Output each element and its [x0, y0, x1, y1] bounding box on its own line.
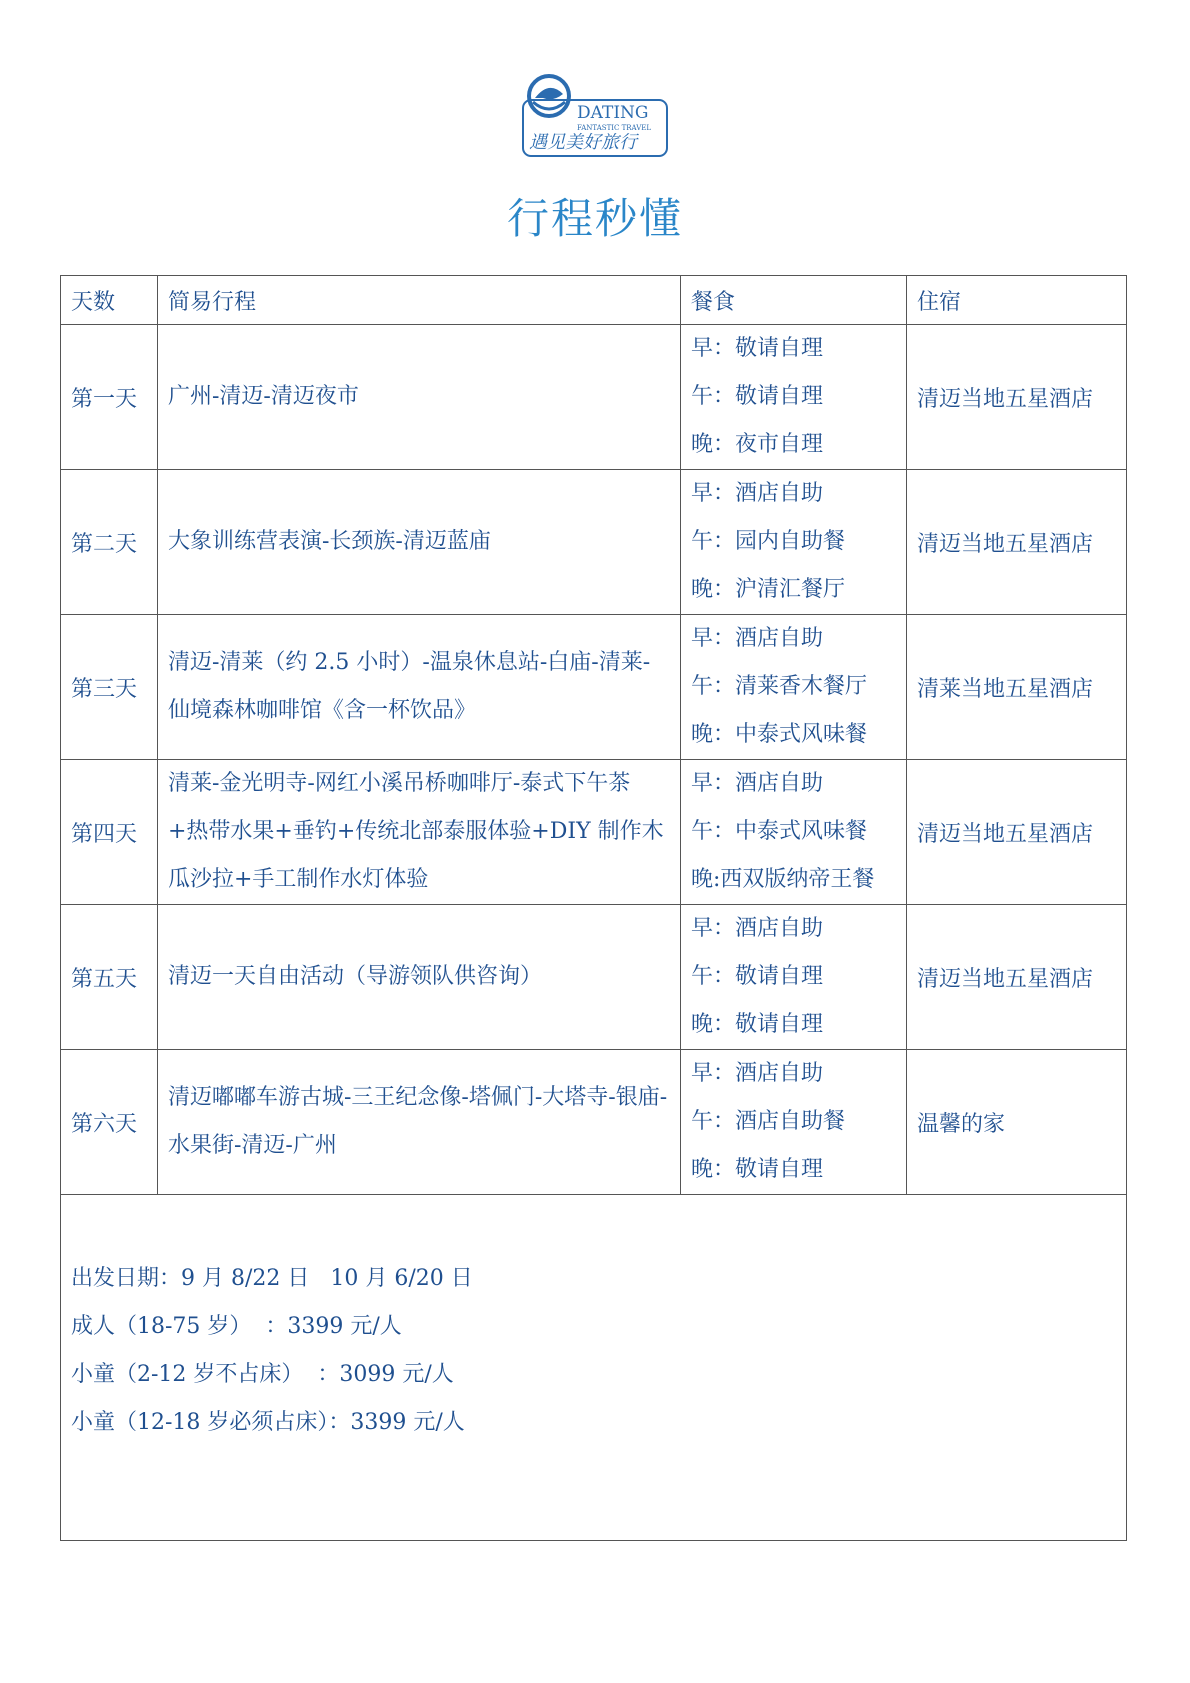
day-cell: 第五天 — [61, 905, 158, 1050]
logo-graphic — [515, 72, 675, 164]
route-cell: 清迈嘟嘟车游古城-三王纪念像-塔佩门-大塔寺-银庙-水果街-清迈-广州 — [158, 1050, 681, 1195]
day-cell: 第四天 — [61, 760, 158, 905]
hotel-cell: 清迈当地五星酒店 — [907, 470, 1127, 615]
itinerary-table — [60, 275, 1127, 1541]
route-cell: 清迈-清莱（约 2.5 小时）-温泉休息站-白庙-清莱-仙境森林咖啡馆《含一杯饮品》 — [158, 615, 681, 760]
meal-lunch: 午：清莱香木餐厅 — [691, 674, 868, 699]
meal-breakfast: 早：酒店自助 — [691, 626, 824, 651]
meal-lunch: 午：敬请自理 — [691, 964, 824, 989]
table-row — [61, 905, 1127, 1050]
page-title: 行程秒懂 — [506, 194, 683, 243]
meal-breakfast: 早：酒店自助 — [691, 771, 824, 796]
meal-lunch: 午：酒店自助餐 — [691, 1109, 846, 1134]
meal-lunch: 午：敬请自理 — [691, 384, 824, 409]
meals-cell — [681, 905, 907, 1050]
header-route: 简易行程 — [158, 276, 681, 325]
meal-breakfast: 早：酒店自助 — [691, 916, 824, 941]
logo-brand-cn: 遇见美好旅行 — [529, 132, 637, 153]
meal-dinner: 晚：中泰式风味餐 — [691, 722, 868, 747]
table-header-row — [61, 276, 1127, 325]
meal-dinner: 晚：沪清汇餐厅 — [691, 577, 846, 602]
day-cell: 第三天 — [61, 615, 158, 760]
day-cell: 第一天 — [61, 325, 158, 470]
table-row — [61, 1050, 1127, 1195]
meal-dinner: 晚：敬请自理 — [691, 1157, 824, 1182]
logo-tagline: FANTASTIC TRAVEL — [577, 124, 652, 132]
hotel-cell: 温馨的家 — [907, 1050, 1127, 1195]
meal-lunch: 午：中泰式风味餐 — [691, 819, 868, 844]
meal-dinner: 晚:西双版纳帝王餐 — [691, 867, 875, 892]
day-cell: 第六天 — [61, 1050, 158, 1195]
meal-dinner: 晚：夜市自理 — [691, 432, 824, 457]
route-cell: 广州-清迈-清迈夜市 — [158, 325, 681, 470]
meal-breakfast: 早：酒店自助 — [691, 1061, 824, 1086]
hotel-cell: 清迈当地五星酒店 — [907, 760, 1127, 905]
meal-dinner: 晚：敬请自理 — [691, 1012, 824, 1037]
table-row — [61, 325, 1127, 470]
route-cell: 大象训练营表演-长颈族-清迈蓝庙 — [158, 470, 681, 615]
table-row — [61, 760, 1127, 905]
day-cell: 第二天 — [61, 470, 158, 615]
logo-brand-en: DATING — [577, 103, 649, 123]
header-meals: 餐食 — [681, 276, 907, 325]
table-row — [61, 470, 1127, 615]
hotel-cell: 清莱当地五星酒店 — [907, 615, 1127, 760]
brand-logo — [515, 72, 675, 164]
notes-cell — [61, 1195, 1127, 1541]
meal-breakfast: 早：酒店自助 — [691, 481, 824, 506]
route-cell: 清迈一天自由活动（导游领队供咨询） — [158, 905, 681, 1050]
header-day: 天数 — [61, 276, 158, 325]
meals-cell — [681, 470, 907, 615]
departure-dates: 出发日期：9 月 8/22 日 10 月 6/20 日 — [71, 1266, 473, 1291]
meals-cell — [681, 615, 907, 760]
meals-cell — [681, 760, 907, 905]
header-hotel: 住宿 — [907, 276, 1127, 325]
table-row — [61, 615, 1127, 760]
meal-breakfast: 早：敬请自理 — [691, 336, 824, 361]
price-adult: 成人（18-75 岁） ：3399 元/人 — [71, 1314, 402, 1339]
price-child-with-bed: 小童（12-18 岁必须占床）：3399 元/人 — [71, 1410, 465, 1435]
price-child-no-bed: 小童（2-12 岁不占床） ：3099 元/人 — [71, 1362, 454, 1387]
meals-cell — [681, 1050, 907, 1195]
meal-lunch: 午：园内自助餐 — [691, 529, 846, 554]
meals-cell — [681, 325, 907, 470]
hotel-cell: 清迈当地五星酒店 — [907, 905, 1127, 1050]
hotel-cell: 清迈当地五星酒店 — [907, 325, 1127, 470]
route-cell: 清莱-金光明寺-网红小溪吊桥咖啡厅-泰式下午茶+热带水果+垂钓+传统北部泰服体验+DIY 制作木瓜沙拉+手工制作水灯体验 — [158, 760, 681, 905]
notes-row — [61, 1195, 1127, 1541]
